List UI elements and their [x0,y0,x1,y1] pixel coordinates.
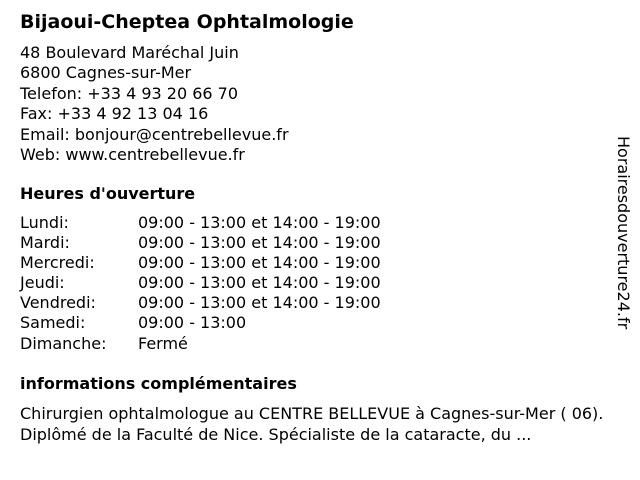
email-address: Email: bonjour@centrebellevue.fr [20,124,289,144]
day-label: Vendredi: [20,293,96,313]
time-range: 09:00 - 13:00 et 14:00 - 19:00 [138,273,381,293]
day-label: Lundi: [20,213,69,232]
phone-number: Telefon: +33 4 93 20 66 70 [20,83,239,103]
fax-number: Fax: +33 4 92 13 04 16 [20,104,209,124]
day-label: Mercredi: [20,253,95,273]
time-range: 09:00 - 13:00 et 14:00 - 19:00 [138,213,381,232]
day-label: Jeudi: [20,273,65,293]
brand-watermark-text: Horairesdouverture24.fr [614,136,633,330]
time-range: 09:00 - 13:00 et 14:00 - 19:00 [138,233,381,253]
additional-info-text: Chirurgien ophtalmologue au CENTRE BELLEVUE à Cagnes-sur-Mer ( 06). Diplômé de la Faculté de Nice. Spécialiste de la cataracte, du ... [20,404,604,444]
time-range: 09:00 - 13:00 [138,313,247,333]
address-street: 48 Boulevard Maréchal Juin [20,43,239,62]
hours-row-sunday [20,334,381,354]
time-range: Fermé [138,333,188,353]
hours-row-thursday [20,273,381,293]
opening-hours-heading: Heures d'ouverture [20,184,196,203]
hours-row-saturday [20,313,381,333]
hours-row-wednesday [20,253,381,273]
day-label: Mardi: [20,233,70,253]
day-label: Samedi: [20,313,86,333]
opening-hours-table [20,213,381,354]
page-title: Bijaoui-Cheptea Ophtalmologie [20,11,354,33]
hours-row-monday [20,213,381,233]
additional-info-heading: informations complémentaires [20,374,297,393]
contact-block [20,43,289,165]
day-label: Dimanche: [20,333,107,353]
hours-row-tuesday [20,233,381,253]
time-range: 09:00 - 13:00 et 14:00 - 19:00 [138,253,381,273]
brand-watermark [612,136,634,346]
address-city: 6800 Cagnes-sur-Mer [20,63,192,83]
website-url: Web: www.centrebellevue.fr [20,145,245,165]
hours-row-friday [20,293,381,313]
time-range: 09:00 - 13:00 et 14:00 - 19:00 [138,293,381,313]
